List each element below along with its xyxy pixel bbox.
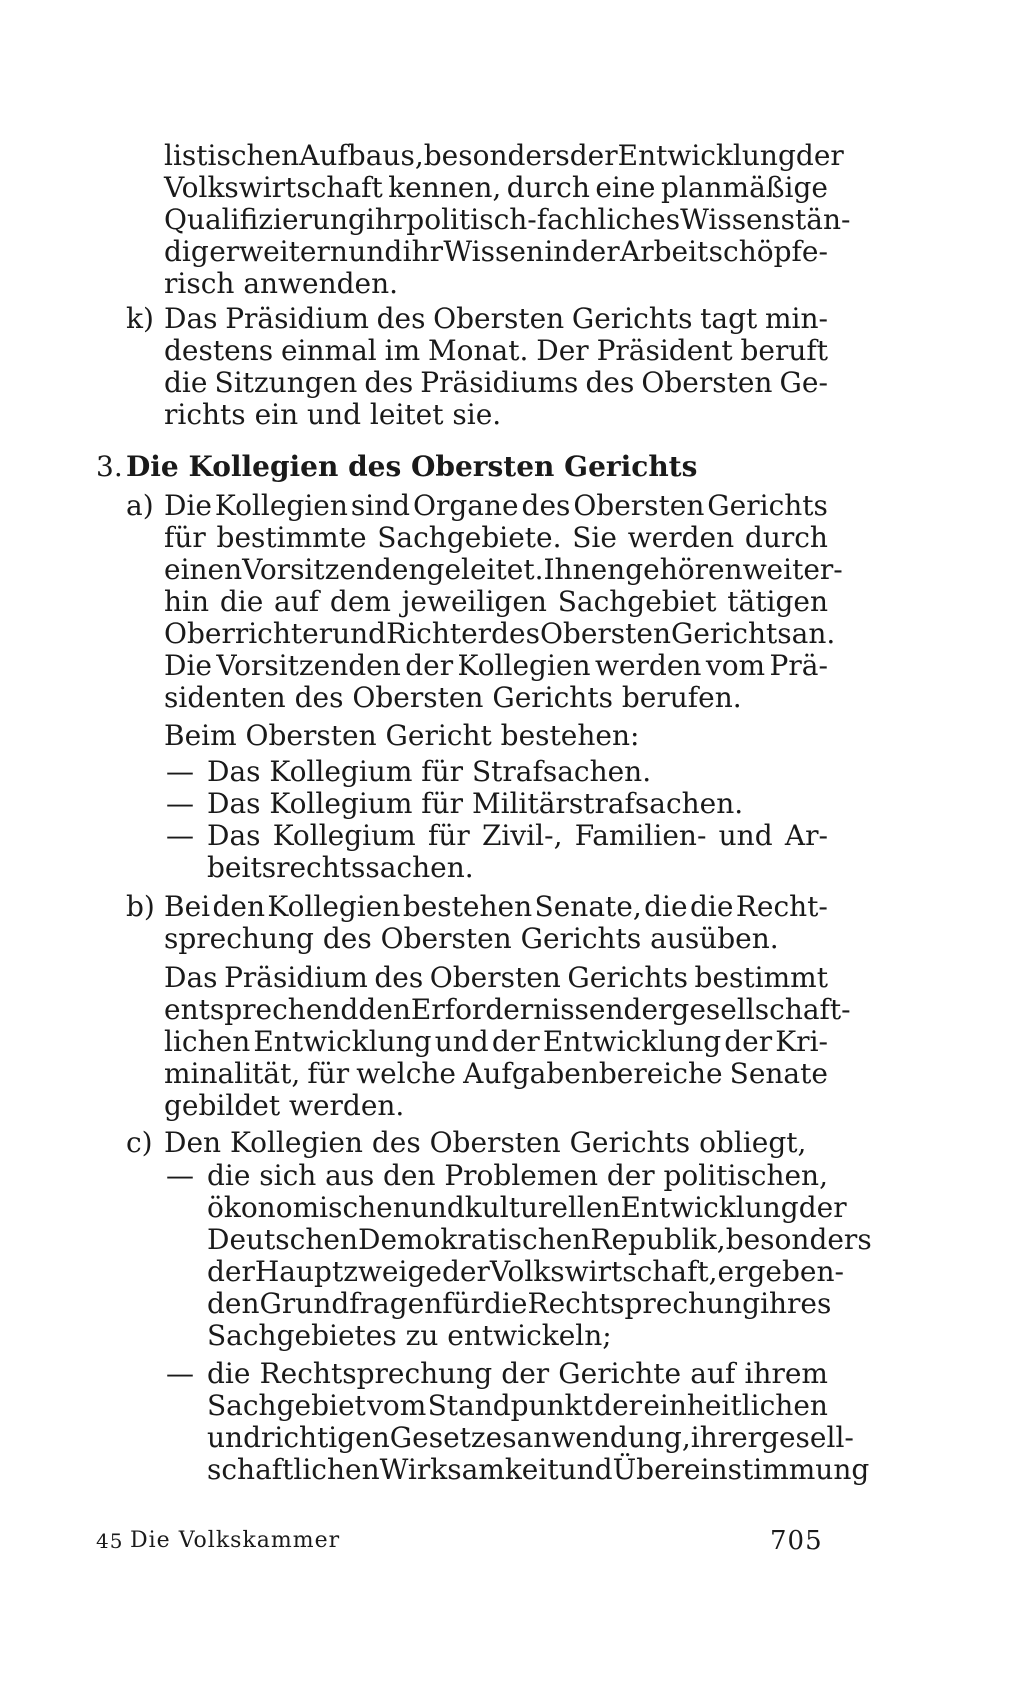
text-line: Das Präsidium des Obersten Gerichts tagt min- bbox=[164, 302, 828, 335]
list-intro: Den Kollegien des Obersten Gerichts obliegt, bbox=[164, 1126, 807, 1159]
printer-signature: 45 bbox=[96, 1529, 124, 1553]
list-item: Sachgebiet vom Standpunkt der einheitlichen bbox=[207, 1389, 828, 1422]
text-line: sidenten des Obersten Gerichts berufen. bbox=[164, 681, 742, 714]
item-label: b) bbox=[126, 890, 155, 923]
list-item: Deutschen Demokratischen Republik, besonders bbox=[207, 1223, 872, 1256]
item-label: c) bbox=[126, 1126, 153, 1159]
text-line: dig erweitern und ihr Wissen in der Arbeit schöpfe- bbox=[164, 235, 828, 268]
text-line: Die Kollegien sind Organe des Obersten Gerichts bbox=[164, 489, 828, 522]
section-number: 3. bbox=[96, 450, 123, 483]
text-line: Bei den Kollegien bestehen Senate, die die Recht- bbox=[164, 890, 828, 923]
text-line: listischen Aufbaus, besonders der Entwicklung der bbox=[164, 139, 844, 172]
dash-bullet: — bbox=[166, 755, 194, 788]
list-item: schaftlichen Wirksamkeit und Übereinstimmung bbox=[207, 1453, 870, 1486]
item-label: k) bbox=[126, 302, 154, 335]
list-item: Das Kollegium für Zivil-, Familien- und Ar- bbox=[207, 819, 828, 852]
text-line: Oberrichter und Richter des Obersten Gerichts an. bbox=[164, 617, 836, 650]
list-item: Sachgebietes zu entwickeln; bbox=[207, 1319, 612, 1352]
text-line: einen Vorsitzenden geleitet. Ihnen gehören weiter- bbox=[164, 553, 843, 586]
text-line: Das Präsidium des Obersten Gerichts bestimmt bbox=[164, 961, 828, 994]
text-line: destens einmal im Monat. Der Präsident beruft bbox=[164, 334, 828, 367]
text-line: gebildet werden. bbox=[164, 1089, 405, 1122]
text-line: sprechung des Obersten Gerichts ausüben. bbox=[164, 922, 779, 955]
dash-bullet: — bbox=[166, 1159, 194, 1192]
text-line: hin die auf dem jeweiligen Sachgebiet tätigen bbox=[164, 585, 828, 618]
text-line: lichen Entwicklung und der Entwicklung der Kri- bbox=[164, 1025, 828, 1058]
page-number: 705 bbox=[770, 1526, 823, 1556]
list-item: die Rechtsprechung der Gerichte auf ihrem bbox=[207, 1357, 828, 1390]
list-item: und richtigen Gesetzesanwendung, ihrer gesell- bbox=[207, 1421, 854, 1454]
dash-bullet: — bbox=[166, 819, 194, 852]
text-line: Qualifizierung ihr politisch-fachliches Wissen stän- bbox=[164, 203, 851, 236]
list-item: Das Kollegium für Militärstrafsachen. bbox=[207, 787, 744, 820]
list-item: ökonomischen und kulturellen Entwicklung der bbox=[207, 1191, 847, 1224]
list-item: der Hauptzweige der Volkswirtschaft, ergeben- bbox=[207, 1255, 844, 1288]
text-line: für bestimmte Sachgebiete. Sie werden durch bbox=[164, 521, 828, 554]
text-line: richts ein und leitet sie. bbox=[164, 398, 502, 431]
section-title: Die Kollegien des Obersten Gerichts bbox=[126, 450, 698, 483]
text-line: Die Vorsitzenden der Kollegien werden vom Prä- bbox=[164, 649, 828, 682]
list-item: den Grundfragen für die Rechtsprechung ihres bbox=[207, 1287, 832, 1320]
list-item: Das Kollegium für Strafsachen. bbox=[207, 755, 652, 788]
text-line: minalität, für welche Aufgabenbereiche Senate bbox=[164, 1057, 828, 1090]
dash-bullet: — bbox=[166, 787, 194, 820]
list-intro: Beim Obersten Gericht bestehen: bbox=[164, 719, 640, 752]
text-line: risch anwenden. bbox=[164, 267, 399, 300]
list-item: beitsrechtssachen. bbox=[207, 851, 474, 884]
list-item: die sich aus den Problemen der politischen, bbox=[207, 1159, 828, 1192]
text-line: die Sitzungen des Präsidiums des Obersten Ge- bbox=[164, 366, 828, 399]
footer-title: Die Volkskammer bbox=[130, 1528, 341, 1553]
item-label: a) bbox=[126, 489, 154, 522]
text-line: Volkswirtschaft kennen, durch eine planmäßige bbox=[164, 171, 828, 204]
text-line: entsprechend den Erfordernissen der gesellschaft- bbox=[164, 993, 851, 1026]
dash-bullet: — bbox=[166, 1357, 194, 1390]
